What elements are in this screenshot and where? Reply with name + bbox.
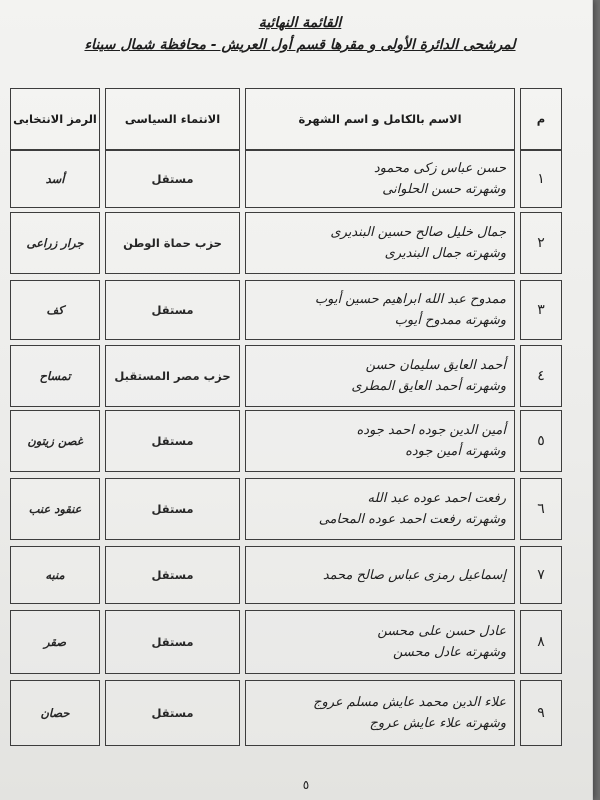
row-symbol-cell [10, 410, 100, 472]
electoral-symbol: كف [46, 303, 64, 317]
table-header [0, 88, 600, 150]
electoral-symbol: غصن زيتون [27, 434, 83, 448]
row-num: ١ [537, 171, 545, 187]
row-party-cell [105, 410, 240, 472]
document-subtitle: لمرشحى الدائرة الأولى و مقرها قسم أول العريش - محافظة شمال سيناء [84, 37, 516, 53]
row-party-cell [105, 546, 240, 604]
electoral-symbol: تمساح [39, 369, 71, 383]
candidate-nickname: وشهرته أحمد العايق المطرى [351, 379, 506, 394]
row-name-cell [245, 478, 515, 540]
row-symbol-cell [10, 345, 100, 407]
table-row [0, 680, 600, 746]
row-name-cell [245, 610, 515, 674]
row-symbol-cell [10, 150, 100, 208]
row-party-cell [105, 345, 240, 407]
row-name-cell [245, 212, 515, 274]
row-name-cell [245, 410, 515, 472]
row-num: ٨ [537, 634, 545, 650]
candidate-nickname: وشهرته أمين جوده [405, 444, 506, 459]
candidate-name: إسماعيل رمزى عباس صالح محمد [322, 567, 506, 583]
row-num-cell [520, 546, 562, 604]
row-num-cell [520, 610, 562, 674]
electoral-symbol: حصان [40, 706, 70, 720]
candidate-name: عادل حسن على محسن [377, 624, 506, 639]
candidate-name: علاء الدين محمد عايش مسلم عروج [313, 695, 506, 710]
row-symbol-cell [10, 610, 100, 674]
electoral-symbol: جرار زراعى [26, 236, 84, 250]
row-symbol-cell [10, 280, 100, 340]
row-symbol-cell [10, 478, 100, 540]
party-affiliation: مستقل [151, 172, 194, 186]
candidate-name: أمين الدين جوده احمد جوده [356, 423, 506, 438]
title-block [40, 12, 560, 56]
row-party-cell [105, 478, 240, 540]
header-symbol: الرمز الانتخابى [10, 88, 100, 150]
party-affiliation: حزب حماة الوطن [123, 236, 222, 250]
candidate-nickname: وشهرته جمال البنديرى [384, 246, 506, 261]
row-symbol-cell [10, 546, 100, 604]
candidate-name: رفعت احمد عوده عبد الله [367, 491, 506, 506]
candidate-name: ممدوح عبد الله ابراهيم حسين أيوب [314, 292, 506, 307]
row-party-cell [105, 610, 240, 674]
header-name: الاسم بالكامل و اسم الشهرة [245, 88, 515, 150]
party-affiliation: مستقل [151, 635, 194, 649]
row-symbol-cell [10, 212, 100, 274]
row-num-cell [520, 478, 562, 540]
candidate-nickname: وشهرته حسن الحلوانى [382, 182, 506, 197]
row-num: ٥ [537, 433, 545, 449]
candidate-nickname: وشهرته ممدوح أيوب [394, 313, 506, 328]
electoral-symbol: عنقود عنب [28, 502, 82, 516]
party-affiliation: مستقل [151, 706, 194, 720]
row-num: ٧ [537, 567, 545, 583]
row-party-cell [105, 680, 240, 746]
row-num-cell [520, 280, 562, 340]
row-party-cell [105, 280, 240, 340]
table-row [0, 212, 600, 274]
table-row [0, 478, 600, 540]
row-name-cell [245, 345, 515, 407]
row-name-cell [245, 546, 515, 604]
header-num: م [520, 88, 562, 150]
electoral-symbol: صقر [44, 635, 66, 649]
header-party: الانتماء السياسى [105, 88, 240, 150]
table-row [0, 280, 600, 340]
party-affiliation: مستقل [151, 502, 194, 516]
table-row [0, 150, 600, 208]
table-row [0, 345, 600, 407]
candidate-nickname: وشهرته علاء عايش عروج [369, 716, 506, 731]
electoral-symbol: أسد [45, 172, 65, 186]
party-affiliation: مستقل [151, 303, 194, 317]
candidate-nickname: وشهرته رفعت احمد عوده المحامى [318, 512, 506, 527]
row-party-cell [105, 212, 240, 274]
row-num-cell [520, 150, 562, 208]
candidate-name: جمال خليل صالح حسين البنديرى [330, 225, 506, 240]
table-row [0, 610, 600, 674]
row-symbol-cell [10, 680, 100, 746]
row-num: ٩ [537, 705, 545, 721]
row-num-cell [520, 212, 562, 274]
row-name-cell [245, 680, 515, 746]
page-number: ٥ [302, 778, 310, 792]
row-name-cell [245, 150, 515, 208]
candidate-name: حسن عباس زكى محمود [373, 161, 506, 176]
electoral-symbol: منبه [45, 568, 65, 582]
table-row [0, 410, 600, 472]
row-num: ٦ [537, 501, 545, 517]
candidate-nickname: وشهرته عادل محسن [393, 645, 506, 660]
row-party-cell [105, 150, 240, 208]
row-num: ٤ [537, 368, 545, 384]
party-affiliation: مستقل [151, 568, 194, 582]
row-num-cell [520, 410, 562, 472]
party-affiliation: حزب مصر المستقبل [114, 369, 231, 383]
table-row [0, 546, 600, 604]
candidate-name: أحمد العايق سليمان حسن [365, 358, 506, 373]
document-title: القائمة النهائية [258, 15, 342, 31]
row-name-cell [245, 280, 515, 340]
row-num: ٣ [537, 302, 545, 318]
row-num-cell [520, 680, 562, 746]
row-num-cell [520, 345, 562, 407]
party-affiliation: مستقل [151, 434, 194, 448]
row-num: ٢ [537, 235, 545, 251]
